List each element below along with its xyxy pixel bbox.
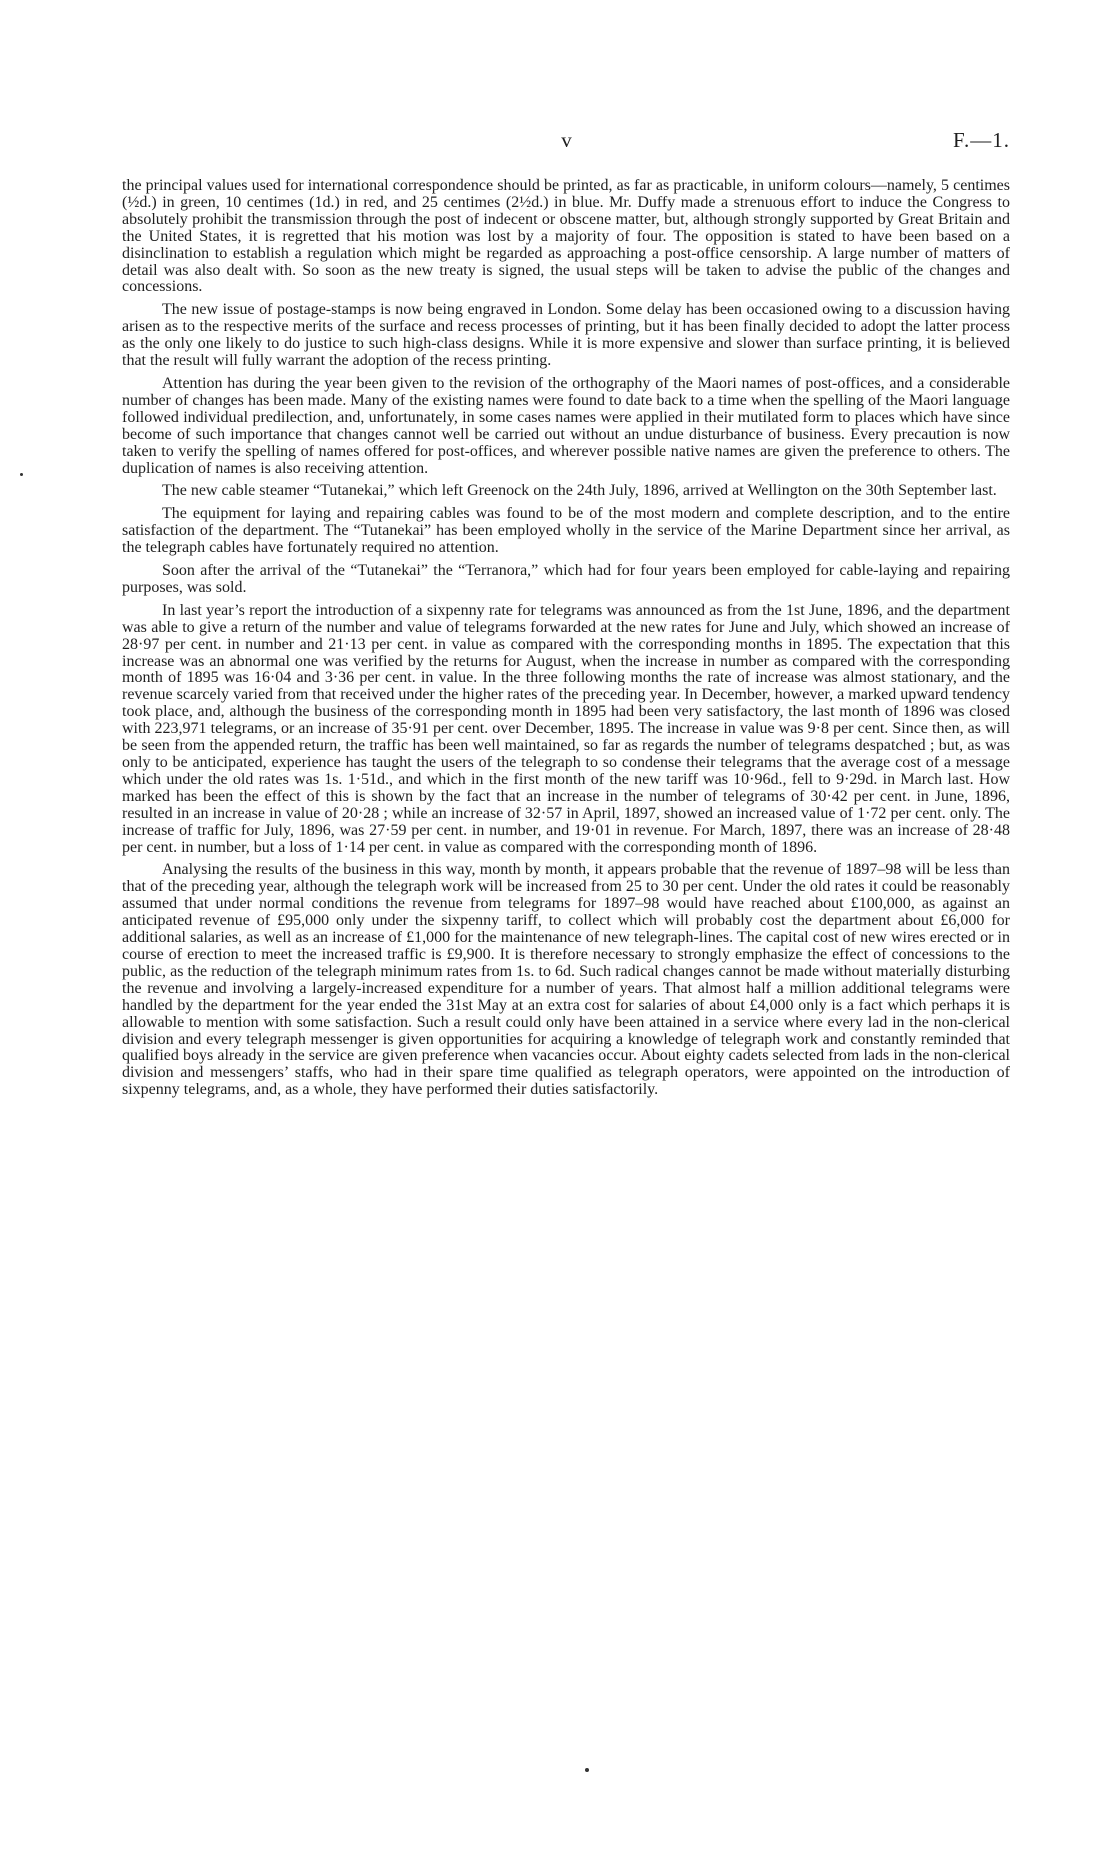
paragraph-maori-names: Attention has during the year been given to the revision of the orthography of the Maori names of post-offices, and a considerable number of changes has been made. Many of the existing names were found to date back to a time when the spelling of the Maori language followed individual predilection, and, unfortunately, in some cases names were applied in their mutilated form to places which have since become of such importance that changes cannot well be carried out without an undue disturbance of business. Every precaution is now taken to verify the spelling of names offered for post-offices, and wherever possible native names are given the preference to others. The duplication of names is also receiving attention. bbox=[122, 374, 1010, 477]
margin-mark bbox=[20, 473, 23, 476]
footer-mark bbox=[585, 1768, 589, 1772]
paragraph-terranora: Soon after the arrival of the “Tutanekai” the “Terranora,” which had for four years been employed for cable-laying and repairing purposes, was sold. bbox=[122, 562, 1010, 596]
paragraph-continuation: the principal values used for international correspondence should be printed, as far as practicable, in uniform colours—namely, 5 centimes (½d.) in green, 10 centimes (1d.) in red, and 25 centimes (2½d.) in blue. Mr. Duffy made a strenuous effort to induce the Congress to absolutely prohibit the transmission through the post of indecent or obscene matter, but, although strongly supported by Great Britain and the United States, it is regretted that his motion was lost by a majority of four. The opposition is stated to have been based on a disinclination to establish a regulation which might be regarded as approaching a post-office censorship. A large number of matters of detail was also dealt with. So soon as the new treaty is signed, the usual steps will be taken to advise the public of the changes and concessions. bbox=[122, 177, 1010, 296]
document-reference: F.—1. bbox=[953, 128, 1010, 152]
paragraph-revenue-analysis: Analysing the results of the business in this way, month by month, it appears probable that the revenue of 1897–98 will be less than that of the preceding year, although the telegraph work will be increased from 25 to 30 per cent. Under the old rates it could be reasonably assumed that under normal conditions the revenue from telegrams for 1897–98 would have reached about £100,000, as against an anticipated revenue of £95,000 only under the sixpenny tariff, to collect which will probably cost the department about £6,000 for additional salaries, as well as an increase of £1,000 for the maintenance of new telegraph-lines. The capital cost of new wires erected or in course of erection to meet the increased traffic is £9,900. It is therefore necessary to strongly emphasize the effect of concessions to the public, as the reduction of the telegraph minimum rates from 1s. to 6d. Such radical changes cannot be made without materially disturbing the revenue and involving a largely-increased expenditure for a number of years. That almost half a million additional telegrams were handled by the department for the year ended the 31st May at an extra cost for salaries of about £4,000 only is a fact which perhaps it is allowable to mention with some satisfaction. Such a result could only have been attained in a service where every lad in the non-clerical division and every telegraph messenger is given opportunities for acquiring a knowledge of telegraph work and constantly reminded that qualified boys already in the service are given preference when vacancies occur. About eighty cadets selected from lads in the non-clerical division and messengers’ staffs, who had in their spare time qualified as telegraph operators, were appointed on the introduction of sixpenny telegrams, and, as a whole, they have performed their duties satisfactorily. bbox=[122, 861, 1010, 1099]
body-text bbox=[122, 178, 1010, 1105]
paragraph-postage-stamps: The new issue of postage-stamps is now being engraved in London. Some delay has been occasioned owing to a discussion having arisen as to the respective merits of the surface and recess processes of printing, but it has been finally decided to adopt the latter process as the only one likely to do justice to such high-class designs. While it is more expensive and slower than surface printing, it is believed that the result will fully warrant the adoption of the recess printing. bbox=[122, 301, 1010, 370]
paragraph-sixpenny-rate: In last year’s report the introduction of a sixpenny rate for telegrams was announced as from the 1st June, 1896, and the department was able to give a return of the number and value of telegrams forwarded at the new rates for June and July, which showed an increase of 28·97 per cent. in number and 21·13 per cent. in value as compared with the corresponding months in 1895. The expectation that this increase was an abnormal one was verified by the returns for August, when the increase in number as compared with the corresponding month of 1895 was 16·04 and 3·36 per cent. in value. In the three following months the rate of increase was almost stationary, and the revenue scarcely varied from that received under the higher rates of the preceding year. In December, however, a marked upward tendency took place, and, although the business of the corresponding month in 1895 had been very satisfactory, the last month of 1896 was closed with 223,971 telegrams, or an increase of 35·91 per cent. over December, 1895. The increase in value was 9·8 per cent. Since then, as will be seen from the appended return, the traffic has been well maintained, so far as regards the number of telegrams despatched ; but, as was only to be anticipated, experience has taught the users of the telegraph to so condense their telegrams that the average cost of a message which under the old rates was 1s. 1·51d., and which in the first month of the new tariff was 10·96d., fell to 9·29d. in March last. How marked has been the effect of this is shown by the fact that an increase in the number of telegrams of 30·42 per cent. in June, 1896, resulted in an increase in value of 20·28 ; while an increase of 32·57 in April, 1897, showed an increased value of 1·72 per cent. only. The increase of traffic for July, 1896, was 27·59 per cent. in number, and 19·01 in revenue. For March, 1897, there was an increase of 28·48 per cent. in number, but a loss of 1·14 per cent. in value as compared with the corresponding month of 1896. bbox=[122, 601, 1010, 856]
page-header bbox=[122, 128, 1010, 158]
paragraph-cable-steamer: The new cable steamer “Tutanekai,” which left Greenock on the 24th July, 1896, arrived at Wellington on the 30th September last. bbox=[162, 482, 997, 500]
paragraph-cable-equipment: The equipment for laying and repairing cables was found to be of the most modern and complete description, and to the entire satisfaction of the department. The “Tutanekai” has been employed wholly in the service of the Marine Department since her arrival, as the telegraph cables have fortunately required no attention. bbox=[122, 505, 1010, 557]
page-number: v bbox=[561, 128, 573, 152]
